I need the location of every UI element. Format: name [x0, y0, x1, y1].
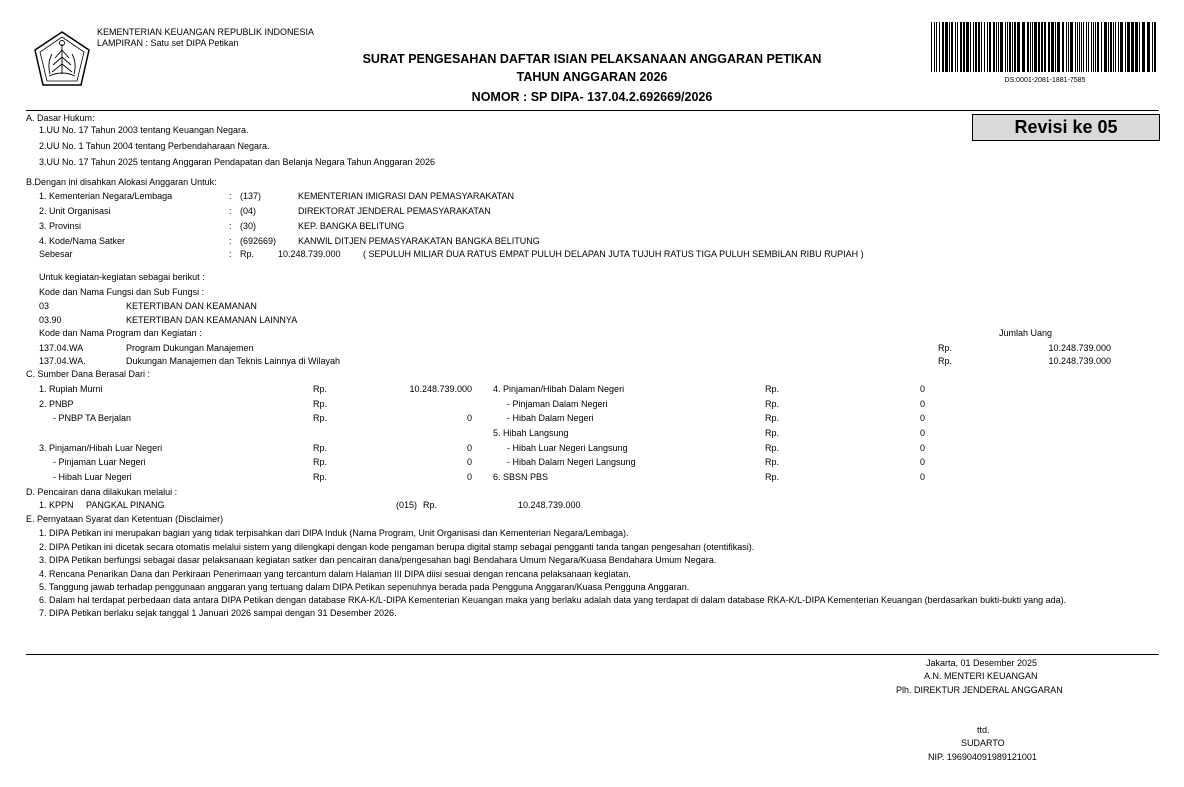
fund-source-amount: 0	[919, 384, 925, 394]
ministry-name: KEMENTERIAN KEUANGAN REPUBLIK INDONESIA	[97, 27, 315, 37]
program-amount: 10.248.739.000	[1048, 343, 1111, 353]
header-divider	[26, 110, 1159, 111]
fund-source-amount: 0	[919, 472, 925, 482]
fund-source-label: - Hibah Dalam Negeri Langsung	[507, 457, 636, 467]
disclaimer-item: 3. DIPA Petikan berfungsi sebagai dasar pelaksanaan kegiatan satker dan pencairan dana/pengesahan bagi Bendahara Umum Negara/Kuasa Bendahara Umum Negara.	[39, 555, 717, 565]
fund-source-amount: 0	[466, 443, 472, 453]
document-number: NOMOR : SP DIPA- 137.04.2.692669/2026	[471, 90, 713, 104]
disclaimer-item: 6. Dalam hal terdapat perbedaan data antara DIPA Petikan dengan database RKA-K/L-DIPA Kementerian Keuangan maka yang berlaku adalah data yang terdapat di dalam database RKA-K/L-DIPA Kementerian Keuangan (berdasarkan bukti-bukti yang ada).	[39, 595, 1067, 605]
fund-source-amount: 0	[919, 443, 925, 453]
allocation-code: (692669)	[240, 236, 277, 246]
program-code: 137.04.WA.	[39, 356, 86, 366]
fungsi-code: 03	[39, 301, 50, 311]
signature-ttd: ttd.	[977, 725, 990, 735]
currency-label: Rp.	[938, 343, 953, 353]
sebesar-label: Sebesar	[39, 249, 73, 259]
disclaimer-item: 2. DIPA Petikan ini dicetak secara otomatis melalui sistem yang dilengkapi dengan kode pengaman berupa digital stamp sebagai pengganti tanda tangan pengesahan (otentifikasi).	[39, 542, 755, 552]
section-b-heading: B.Dengan ini disahkan Alokasi Anggaran Untuk:	[26, 177, 217, 187]
place-date: Jakarta, 01 Desember 2025	[926, 658, 1038, 668]
currency-label: Rp.	[313, 472, 328, 482]
allocation-name: KEP. BANGKA BELITUNG	[298, 221, 405, 231]
document-year: TAHUN ANGGARAN 2026	[516, 70, 668, 84]
lampiran-text: LAMPIRAN : Satu set DIPA Petikan	[97, 38, 239, 48]
program-heading: Kode dan Nama Program dan Kegiatan :	[39, 328, 202, 338]
currency-label: Rp.	[765, 428, 780, 438]
currency-label: Rp.	[313, 384, 328, 394]
sebesar-words: ( SEPULUH MILIAR DUA RATUS EMPAT PULUH DELAPAN JUTA TUJUH RATUS TIGA PULUH SEMBILAN RIBU RUPIAH )	[363, 249, 864, 259]
fund-source-amount: 0	[919, 457, 925, 467]
program-name: Dukungan Manajemen dan Teknis Lainnya di Wilayah	[126, 356, 340, 366]
disclaimer-item: 5. Tanggung jawab terhadap penggunaan anggaran yang tertuang dalam DIPA Petikan sepenuhnya berada pada Pengguna Anggaran/Kuasa Pengguna Anggaran.	[39, 582, 690, 592]
disclaimer-item: 4. Rencana Penarikan Dana dan Perkiraan Penerimaan yang tercantum dalam Halaman III DIPA diisi sesuai dengan rencana pelaksanaan kegiatan.	[39, 569, 631, 579]
barcode-icon	[931, 22, 1159, 72]
currency-label: Rp.	[765, 413, 780, 423]
fund-source-amount: 0	[466, 472, 472, 482]
allocation-name: KANWIL DITJEN PEMASYARAKATAN BANGKA BELITUNG	[298, 236, 540, 246]
disclaimer-item: 1. DIPA Petikan ini merupakan bagian yang tidak terpisahkan dari DIPA Induk (Nama Program, Unit Organisasi dan Kementerian Negara/Lembaga).	[39, 528, 629, 538]
fund-source-label: 5. Hibah Langsung	[493, 428, 569, 438]
fund-source-label: - Pinjaman Dalam Negeri	[507, 399, 608, 409]
revisi-badge: Revisi ke 05	[972, 114, 1160, 141]
allocation-code: (137)	[240, 191, 262, 201]
allocation-name: DIREKTORAT JENDERAL PEMASYARAKATAN	[298, 206, 491, 216]
currency-label: Rp.	[313, 413, 328, 423]
currency-label: Rp.	[313, 399, 328, 409]
allocation-label: 2. Unit Organisasi	[39, 206, 111, 216]
signature-line-1: A.N. MENTERI KEUANGAN	[924, 671, 1038, 681]
jumlah-heading: Jumlah Uang	[999, 328, 1053, 338]
fund-source-label: 6. SBSN PBS	[493, 472, 549, 482]
fund-source-label: - Hibah Dalam Negeri	[507, 413, 594, 423]
document-title: SURAT PENGESAHAN DAFTAR ISIAN PELAKSANAAN ANGGARAN PETIKAN	[362, 52, 822, 66]
kppn-label: 1. KPPN	[39, 500, 74, 510]
kegiatan-intro: Untuk kegiatan-kegiatan sebagai berikut :	[39, 272, 205, 282]
fund-source-label: - PNBP TA Berjalan	[53, 413, 132, 423]
signatory-nip: NIP. 196904091989121001	[928, 752, 1037, 762]
fund-source-amount: 0	[466, 457, 472, 467]
kppn-amount: 10.248.739.000	[518, 500, 581, 510]
currency-label: Rp.	[765, 457, 780, 467]
fund-source-amount: 0	[919, 399, 925, 409]
kppn-name: PANGKAL PINANG	[86, 500, 165, 510]
legal-basis-item: 1.UU No. 17 Tahun 2003 tentang Keuangan Negara.	[39, 125, 249, 135]
fund-source-amount: 0	[919, 428, 925, 438]
fund-source-label: - Pinjaman Luar Negeri	[53, 457, 146, 467]
fund-source-label: 4. Pinjaman/Hibah Dalam Negeri	[493, 384, 625, 394]
footer-divider	[26, 654, 1159, 655]
fungsi-heading: Kode dan Nama Fungsi dan Sub Fungsi :	[39, 287, 205, 297]
fungsi-name: KETERTIBAN DAN KEAMANAN	[126, 301, 257, 311]
section-e-heading: E. Pernyataan Syarat dan Ketentuan (Disclaimer)	[26, 514, 224, 524]
fund-source-label: 3. Pinjaman/Hibah Luar Negeri	[39, 443, 163, 453]
section-c-heading: C. Sumber Dana Berasal Dari :	[26, 369, 151, 379]
fungsi-code: 03.90	[39, 315, 62, 325]
allocation-label: 1. Kementerian Negara/Lembaga	[39, 191, 173, 201]
allocation-name: KEMENTERIAN IMIGRASI DAN PEMASYARAKATAN	[298, 191, 515, 201]
colon: :	[229, 206, 232, 216]
colon: :	[229, 221, 232, 231]
program-code: 137.04.WA	[39, 343, 84, 353]
legal-basis-item: 3.UU No. 17 Tahun 2025 tentang Anggaran Pendapatan dan Belanja Negara Tahun Anggaran 2026	[39, 157, 435, 167]
currency-label: Rp.	[423, 500, 438, 510]
signatory-name: SUDARTO	[961, 738, 1005, 748]
program-name: Program Dukungan Manajemen	[126, 343, 254, 353]
fund-source-label: - Hibah Luar Negeri Langsung	[507, 443, 628, 453]
currency-label: Rp.	[765, 443, 780, 453]
currency-label: Rp.	[765, 472, 780, 482]
currency-label: Rp.	[765, 384, 780, 394]
fund-source-label: 1. Rupiah Murni	[39, 384, 103, 394]
sebesar-amount: 10.248.739.000	[278, 249, 341, 259]
section-d-heading: D. Pencairan dana dilakukan melalui :	[26, 487, 178, 497]
fund-source-label: 2. PNBP	[39, 399, 74, 409]
allocation-code: (04)	[240, 206, 257, 216]
colon: :	[229, 236, 232, 246]
allocation-label: 4. Kode/Nama Satker	[39, 236, 126, 246]
fund-source-label: - Hibah Luar Negeri	[53, 472, 132, 482]
kppn-code: (015)	[396, 500, 418, 510]
currency-label: Rp.	[765, 399, 780, 409]
currency-label: Rp.	[313, 457, 328, 467]
colon: :	[229, 249, 232, 259]
fund-source-amount: 0	[466, 413, 472, 423]
fund-source-amount: 0	[919, 413, 925, 423]
currency-label: Rp.	[240, 249, 255, 259]
currency-label: Rp.	[313, 443, 328, 453]
currency-label: Rp.	[938, 356, 953, 366]
ds-code: DS:0001-2081-1881-7585	[1004, 77, 1086, 84]
kemenkeu-emblem-icon	[31, 30, 93, 90]
signature-line-2: Plh. DIREKTUR JENDERAL ANGGARAN	[896, 685, 1063, 695]
fungsi-name: KETERTIBAN DAN KEAMANAN LAINNYA	[126, 315, 298, 325]
allocation-code: (30)	[240, 221, 257, 231]
colon: :	[229, 191, 232, 201]
legal-basis-item: 2.UU No. 1 Tahun 2004 tentang Perbendaharaan Negara.	[39, 141, 270, 151]
disclaimer-item: 7. DIPA Petikan berlaku sejak tanggal 1 Januari 2026 sampai dengan 31 Desember 2026.	[39, 608, 397, 618]
allocation-label: 3. Provinsi	[39, 221, 82, 231]
fund-source-amount: 10.248.739.000	[409, 384, 472, 394]
section-a-heading: A. Dasar Hukum:	[26, 113, 95, 123]
program-amount: 10.248.739.000	[1048, 356, 1111, 366]
